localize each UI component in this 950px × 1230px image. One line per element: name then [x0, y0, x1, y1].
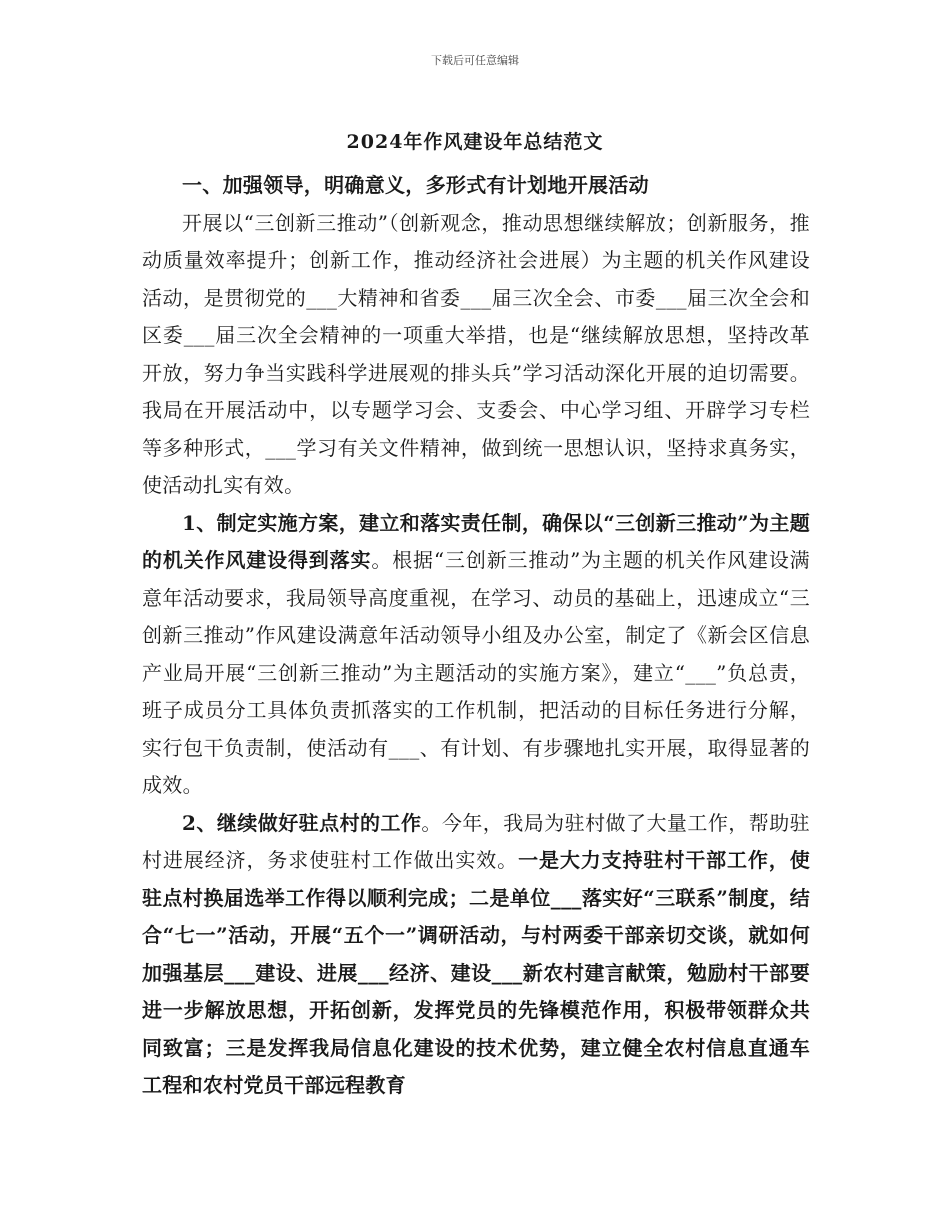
item-paragraph-1: [142, 505, 810, 805]
document-body: [142, 167, 810, 1105]
item-1-text: 。根据“三创新三推动”为主题的机关作风建设满意年活动要求，我局领导高度重视，在学习、动员的基础上，迅速成立“三创新三推动”作风建设满意年活动领导小组及办公室，制定了《新会区信息产业局开展“三创新三推动”为主题活动的实施方案》，建立“___”负总责，班子成员分工具体负责抓落实的工作机制，把活动的目标任务进行分解，实行包干负责制，使活动有___、有计划、有步骤地扎实开展，取得显著的成效。: [142, 548, 810, 797]
item-2-lead: 2、继续做好驻点村的工作: [182, 810, 422, 835]
section-heading: 一、加强领导，明确意义，多形式有计划地开展活动: [182, 173, 649, 197]
item-2-bold-tail: 一是大力支持驻村干部工作，使驻点村换届选举工作得以顺利完成；二是单位___落实好“三联系”制度，结合“七一”活动，开展“五个一”调研活动，与村两委干部亲切交谈，就如何加强基层___建设、进展___经济、建设___新农村建言献策，勉励村干部要进一步解放思想，开拓创新，发挥党员的先锋模范作用，积极带领群众共同致富；三是发挥我局信息化建设的技术优势，建立健全农村信息直通车工程和农村党员干部远程教育: [142, 848, 810, 1097]
item-1-lead: 1、制定实施方案，建立和落实责任制，确保以“三创新三推动”为主题的机关作风建设得到落实: [142, 510, 810, 572]
item-paragraph-2: [142, 805, 810, 1105]
document-title: 2024年作风建设年总结范文: [346, 131, 604, 153]
item-2-text: 。今年，我局为驻村做了大量工作，帮助驻村进展经济，务求使驻村工作做出实效。: [142, 810, 810, 872]
section-paragraph: 开展以“三创新三推动”（创新观念，推动思想继续解放；创新服务，推动质量效率提升；创新工作，推动经济社会进展）为主题的机关作风建设活动，是贯彻党的___大精神和省委___届三次全会、市委___届三次全会和区委___届三次全会精神的一项重大举措，也是“继续解放思想，坚持改革开放，努力争当实践科学进展观的排头兵”学习活动深化开展的迫切需要。我局在开展活动中，以专题学习会、支委会、中心学习组、开辟学习专栏等多种形式，___学习有关文件精神，做到统一思想认识，坚持求真务实，使活动扎实有效。: [142, 210, 810, 497]
header-note: 下载后可任意编辑: [431, 54, 519, 67]
